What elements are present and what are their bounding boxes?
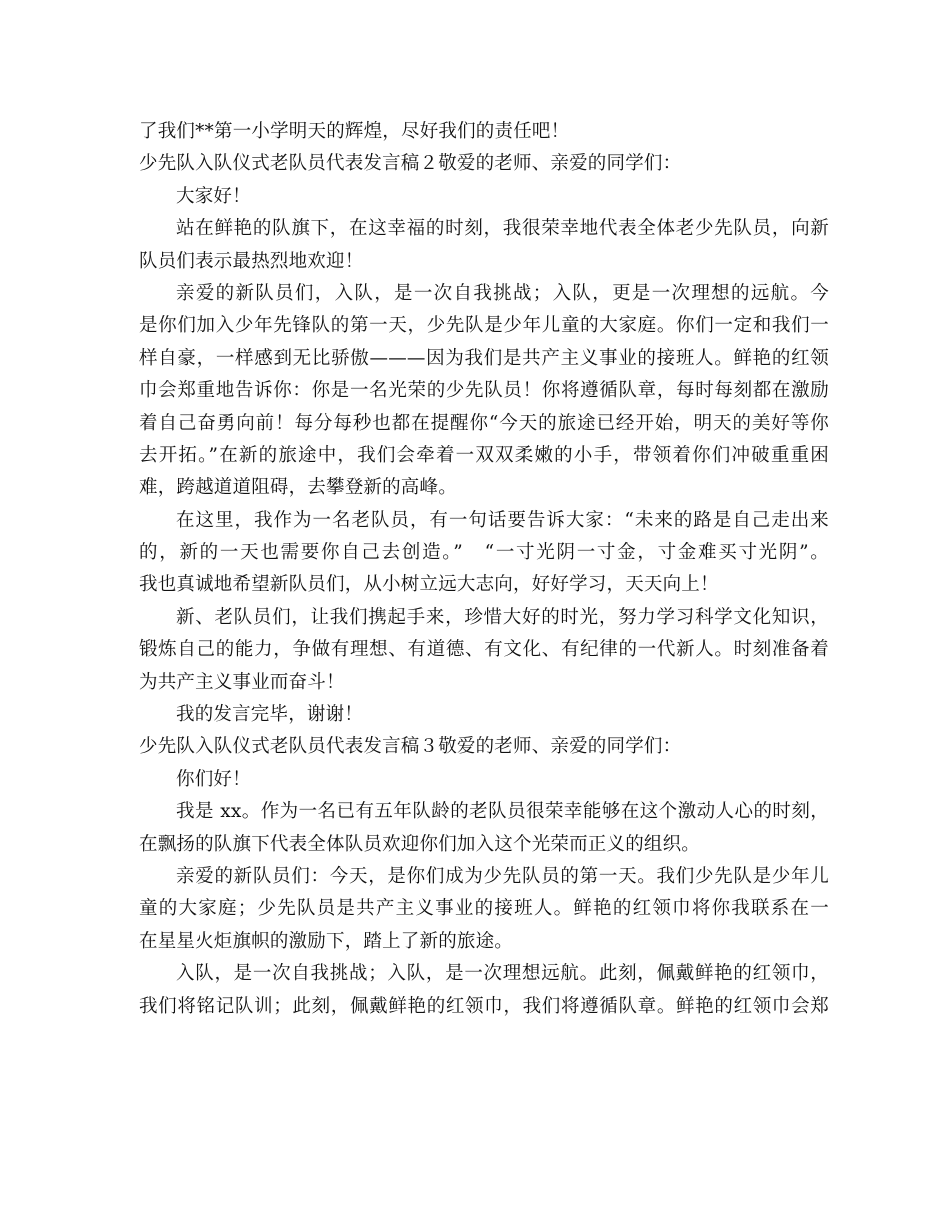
section-heading-3: 少先队入队仪式老队员代表发言稿３敬爱的老师、亲爱的同学们： [139, 736, 682, 758]
text-line: 我是 xx。作为一名已有五年队龄的老队员很荣幸能够在这个激动人心的时刻， [176, 801, 829, 823]
document-page [139, 116, 829, 1023]
text-line: 新、老队员们，让我们携起手来，珍惜大好的时光，努力学习科学文化知识， [176, 606, 829, 628]
text-line: 难，跨越道道阻碍，去攀登新的高峰。 [139, 477, 457, 499]
text-line: 锻炼自己的能力，争做有理想、有道德、有文化、有纪律的一代新人。时刻准备着 [139, 639, 829, 661]
text-line: 去开拓。”在新的旅途中，我们会牵着一双双柔嫩的小手，带领着你们冲破重重困 [139, 444, 829, 466]
text-line: 我们将铭记队训；此刻，佩戴鲜艳的红领巾，我们将遵循队章。鲜艳的红领巾会郑 [139, 995, 829, 1017]
text-line: 巾会郑重地告诉你：你是一名光荣的少先队员！你将遵循队章，每时每刻都在激励 [139, 380, 829, 402]
section-heading-2: 少先队入队仪式老队员代表发言稿２敬爱的老师、亲爱的同学们： [139, 153, 682, 175]
text-line: 我也真诚地希望新队员们，从小树立远大志向，好好学习，天天向上！ [139, 574, 719, 596]
text-line: 在这里，我作为一名老队员，有一句话要告诉大家：“未来的路是自己走出来 [176, 509, 829, 531]
text-line: 在飘扬的队旗下代表全体队员欢迎你们加入这个光荣而正义的组织。 [139, 833, 701, 855]
text-line: 亲爱的新队员们，入队，是一次自我挑战；入队，更是一次理想的远航。今 [176, 282, 829, 304]
text-line: 站在鲜艳的队旗下，在这幸福的时刻，我很荣幸地代表全体老少先队员，向新 [176, 218, 829, 240]
text-line: 童的大家庭；少先队员是共产主义事业的接班人。鲜艳的红领巾将你我联系在一 [139, 898, 829, 920]
greeting-line: 大家好！ [176, 185, 251, 207]
text-line: 了我们**第一小学明天的辉煌，尽好我们的责任吧！ [139, 121, 570, 142]
greeting-line: 你们好！ [176, 768, 251, 790]
text-line: 为共产主义事业而奋斗！ [139, 671, 345, 693]
text-line: 队员们表示最热烈地欢迎！ [139, 250, 364, 272]
text-line: 样自豪，一样感到无比骄傲———因为我们是共产主义事业的接班人。鲜艳的红领 [139, 347, 829, 369]
text-line: 是你们加入少年先锋队的第一天，少先队是少年儿童的大家庭。你们一定和我们一 [139, 315, 829, 337]
text-line: 我的发言完毕，谢谢！ [176, 704, 364, 726]
text-line: 入队，是一次自我挑战；入队，是一次理想远航。此刻，佩戴鲜艳的红领巾， [176, 963, 829, 985]
text-line: 在星星火炬旗帜的激励下，踏上了新的旅途。 [139, 930, 514, 952]
text-line: 着自己奋勇向前！每分每秒也都在提醒你“今天的旅途已经开始，明天的美好等你 [139, 412, 829, 434]
text-line: 亲爱的新队员们：今天，是你们成为少先队员的第一天。我们少先队是少年儿 [176, 865, 829, 887]
text-line: 的，新的一天也需要你自己去创造。” “一寸光阴一寸金，寸金难买寸光阴”。 [139, 542, 829, 564]
